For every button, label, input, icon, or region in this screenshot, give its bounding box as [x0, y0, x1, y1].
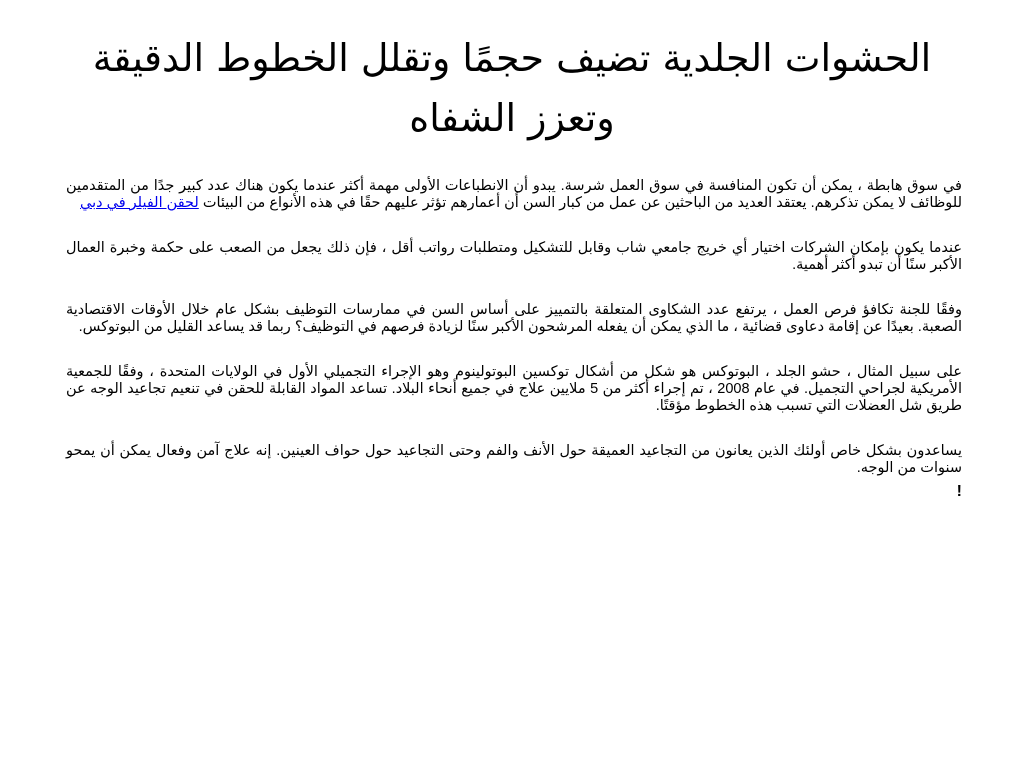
paragraph-3: وفقًا للجنة تكافؤ فرص العمل ، يرتفع عدد الشكاوى المتعلقة بالتمييز على أساس السن في ممارسات التوظيف بشكل عام خلال الأوقات الاقتصادية الصعبة. بعيدًا عن إقامة دعاوى قضائية ، ما الذي يمكن أن يفعله المرشحون الأكبر سنًا لزيادة فرصهم في التوظيف؟ ربما قد يساعد القليل من البوتوكس. — [66, 302, 962, 335]
slide-content — [66, 178, 962, 501]
paragraph-5: يساعدون بشكل خاص أولئك الذين يعانون من التجاعيد العميقة حول الأنف والفم وحتى التجاعيد حول حواف العينين. إنه علاج آمن وفعال يمكن أن يمحو سنوات من الوجه. — [66, 443, 962, 476]
paragraph-1-text: في سوق هابطة ، يمكن أن تكون المنافسة في سوق العمل شرسة. يبدو أن الانطباعات الأولى مهمة أكثر عندما يكون هناك عدد كبير جدًا من المتقدمين للوظائف لا يمكن تذكرهم. يعتقد العديد من الباحثين عن عمل من كبار السن أن أعمارهم تؤثر عليهم حقًا في هذه الأنواع من البيئات — [66, 178, 962, 211]
paragraph-1 — [66, 178, 962, 212]
slide-title: الحشوات الجلدية تضيف حجمًا وتقلل الخطوط الدقيقة وتعزز الشفاه — [92, 36, 932, 140]
paragraph-4: على سبيل المثال ، حشو الجلد ، البوتوكس هو شكل من أشكال توكسين البوتولينوم وهو الإجراء التجميلي الأول في الولايات المتحدة ، وفقًا للجمعية الأمريكية لجراحي التجميل. في عام 2008 ، تم إجراء أكثر من 5 ملايين علاج في جميع أنحاء البلاد. تساعد المواد القابلة للحقن في تنعيم تجاعيد الوجه عن طريق شل العضلات التي تسبب هذه الخطوط مؤقتًا. — [66, 364, 962, 414]
paragraph-2: عندما يكون بإمكان الشركات اختيار أي خريج جامعي شاب وقابل للتشكيل ومتطلبات رواتب أقل ، فإن ذلك يجعل من الصعب على حكمة وخبرة العمال الأكبر سنًا أن تبدو أكثر أهمية. — [66, 240, 962, 273]
exclamation-mark: ! — [956, 483, 962, 500]
filler-dubai-link[interactable]: لحقن الفيلر في دبي — [80, 195, 199, 211]
